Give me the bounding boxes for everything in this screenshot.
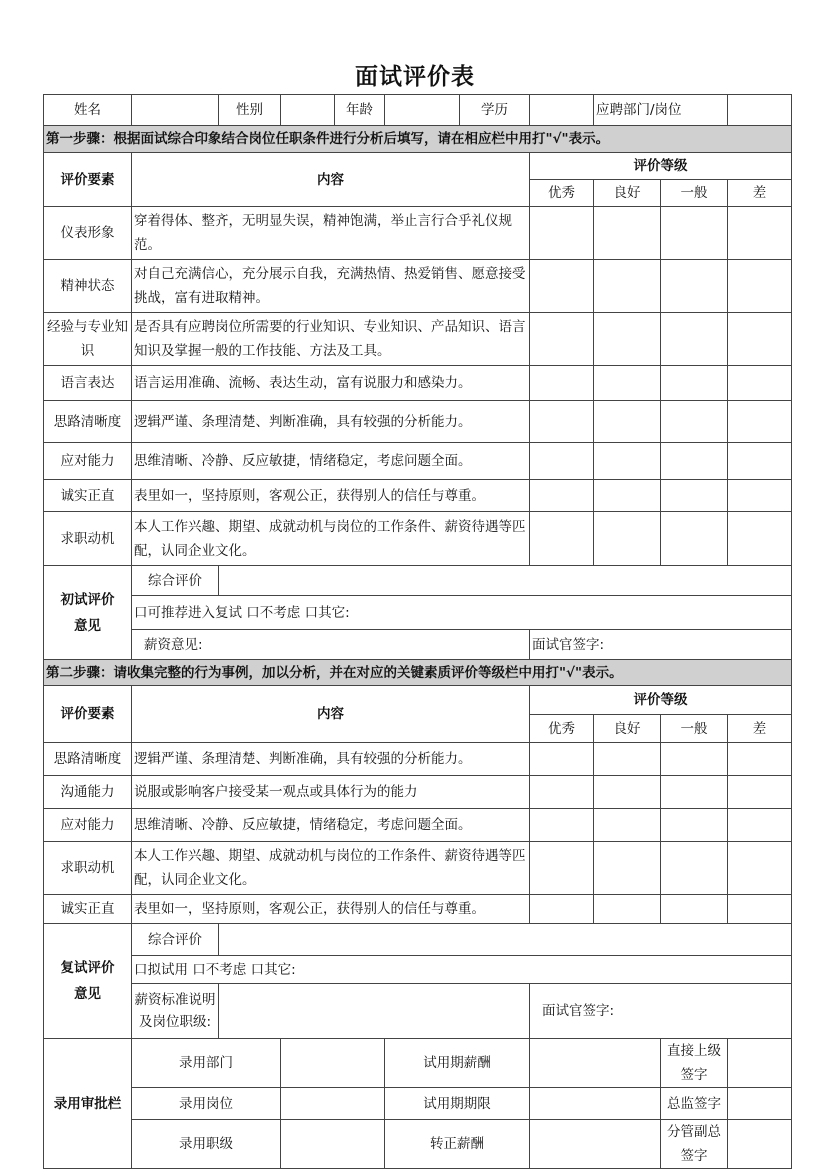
check-cell[interactable] [661, 207, 728, 260]
check-cell[interactable] [728, 366, 792, 401]
content-cell: 逻辑严谨、条理清楚、判断准确，具有较强的分析能力。 [132, 401, 530, 443]
check-cell[interactable] [530, 895, 594, 924]
content-cell: 说服或影响客户接受某一观点或具体行为的能力 [132, 776, 530, 809]
factor-cell: 思路清晰度 [44, 401, 132, 443]
check-cell[interactable] [728, 842, 792, 895]
check-cell[interactable] [530, 401, 594, 443]
content-cell: 语言运用准确、流畅、表达生动，富有说服力和感染力。 [132, 366, 530, 401]
approval-probation-term-label: 试用期期限 [385, 1088, 530, 1120]
check-cell[interactable] [530, 842, 594, 895]
approval-probation-term-field[interactable] [530, 1088, 661, 1120]
check-cell[interactable] [530, 743, 594, 776]
check-cell[interactable] [661, 480, 728, 512]
step1-factor-header: 评价要素 [44, 153, 132, 207]
factor-cell: 思路清晰度 [44, 743, 132, 776]
name-label: 姓名 [44, 95, 132, 126]
step1-content-header: 内容 [132, 153, 530, 207]
check-cell[interactable] [594, 776, 661, 809]
first-interview-opinion-label: 初试评价意见 [44, 566, 132, 660]
check-cell[interactable] [594, 401, 661, 443]
check-cell[interactable] [594, 842, 661, 895]
approval-probation-salary-label: 试用期薪酬 [385, 1039, 530, 1088]
check-cell[interactable] [530, 480, 594, 512]
grade-poor: 差 [728, 180, 792, 207]
overall-eval-field[interactable] [219, 924, 792, 956]
grade-average: 一般 [661, 180, 728, 207]
factor-cell: 沟通能力 [44, 776, 132, 809]
step1-grade-header: 评价等级 [530, 153, 792, 180]
check-cell[interactable] [728, 776, 792, 809]
check-cell[interactable] [594, 260, 661, 313]
approval-level-label: 录用职级 [132, 1120, 281, 1169]
education-field[interactable] [530, 95, 594, 126]
check-cell[interactable] [594, 443, 661, 480]
grade-poor: 差 [728, 715, 792, 743]
factor-cell: 仪表形象 [44, 207, 132, 260]
check-cell[interactable] [530, 207, 594, 260]
approval-position-field[interactable] [281, 1088, 385, 1120]
evaluation-form [43, 94, 792, 1169]
check-cell[interactable] [530, 512, 594, 566]
content-cell: 表里如一，坚持原则，客观公正，获得别人的信任与尊重。 [132, 895, 530, 924]
check-cell[interactable] [530, 776, 594, 809]
content-cell: 本人工作兴趣、期望、成就动机与岗位的工作条件、薪资待遇等匹配，认同企业文化。 [132, 842, 530, 895]
step2-content-header: 内容 [132, 686, 530, 743]
check-cell[interactable] [594, 313, 661, 366]
approval-level-field[interactable] [281, 1120, 385, 1169]
step2-grade-header: 评价等级 [530, 686, 792, 715]
check-cell[interactable] [728, 443, 792, 480]
approval-position-label: 录用岗位 [132, 1088, 281, 1120]
content-cell: 思维清晰、冷静、反应敏捷，情绪稳定，考虑问题全面。 [132, 809, 530, 842]
check-cell[interactable] [661, 512, 728, 566]
step1-banner: 第一步骤：根据面试综合印象结合岗位任职条件进行分析后填写，请在相应栏中用打"√"表示。 [44, 126, 792, 153]
grade-excellent: 优秀 [530, 180, 594, 207]
factor-cell: 应对能力 [44, 443, 132, 480]
check-cell[interactable] [661, 776, 728, 809]
factor-cell: 求职动机 [44, 842, 132, 895]
approval-probation-salary-field[interactable] [530, 1039, 661, 1088]
check-cell[interactable] [661, 743, 728, 776]
name-field[interactable] [132, 95, 219, 126]
dept-label: 应聘部门/岗位 [594, 95, 728, 126]
check-cell[interactable] [661, 443, 728, 480]
check-cell[interactable] [661, 842, 728, 895]
check-cell[interactable] [594, 480, 661, 512]
check-cell[interactable] [661, 260, 728, 313]
gender-field[interactable] [281, 95, 335, 126]
factor-cell: 应对能力 [44, 809, 132, 842]
salary-standard-label: 薪资标准说明及岗位职级: [132, 984, 219, 1039]
content-cell: 思维清晰、冷静、反应敏捷，情绪稳定，考虑问题全面。 [132, 443, 530, 480]
content-cell: 对自己充满信心，充分展示自我，充满热情、热爱销售、愿意接受挑战，富有进取精神。 [132, 260, 530, 313]
overall-eval-field[interactable] [219, 566, 792, 596]
check-cell[interactable] [661, 809, 728, 842]
page-title: 面试评价表 [355, 64, 475, 90]
approval-label: 录用审批栏 [44, 1039, 132, 1169]
check-cell[interactable] [530, 313, 594, 366]
dept-field[interactable] [728, 95, 792, 126]
interviewer-signature-label: 面试官签字: [530, 630, 792, 660]
check-cell[interactable] [661, 313, 728, 366]
content-cell: 穿着得体、整齐，无明显失误，精神饱满，举止言行合乎礼仪规范。 [132, 207, 530, 260]
approval-director-label: 总监签字 [661, 1088, 728, 1120]
check-cell[interactable] [661, 895, 728, 924]
salary-opinion-label: 薪资意见: [132, 630, 530, 660]
check-cell[interactable] [728, 809, 792, 842]
check-cell[interactable] [728, 207, 792, 260]
second-interview-options[interactable]: 口拟试用 口不考虑 口其它: [132, 956, 792, 984]
content-cell: 表里如一，坚持原则，客观公正，获得别人的信任与尊重。 [132, 480, 530, 512]
check-cell[interactable] [594, 207, 661, 260]
factor-cell: 求职动机 [44, 512, 132, 566]
factor-cell: 精神状态 [44, 260, 132, 313]
step2-banner: 第二步骤：请收集完整的行为事例，加以分析，并在对应的关键素质评价等级栏中用打"√"表示。 [44, 660, 792, 686]
factor-cell: 诚实正直 [44, 895, 132, 924]
approval-vp-label: 分管副总签字 [661, 1120, 728, 1169]
first-interview-options[interactable]: 口可推荐进入复试 口不考虑 口其它: [132, 596, 792, 630]
factor-cell: 经验与专业知识 [44, 313, 132, 366]
check-cell[interactable] [728, 512, 792, 566]
grade-excellent: 优秀 [530, 715, 594, 743]
factor-cell: 语言表达 [44, 366, 132, 401]
check-cell[interactable] [728, 743, 792, 776]
check-cell[interactable] [594, 366, 661, 401]
age-field[interactable] [385, 95, 460, 126]
check-cell[interactable] [530, 366, 594, 401]
approval-supervisor-label: 直接上级签字 [661, 1039, 728, 1088]
check-cell[interactable] [728, 895, 792, 924]
check-cell[interactable] [661, 366, 728, 401]
content-cell: 本人工作兴趣、期望、成就动机与岗位的工作条件、薪资待遇等匹配，认同企业文化。 [132, 512, 530, 566]
approval-regular-salary-label: 转正薪酬 [385, 1120, 530, 1169]
content-cell: 是否具有应聘岗位所需要的行业知识、专业知识、产品知识、语言知识及掌握一般的工作技能、方法及工具。 [132, 313, 530, 366]
age-label: 年龄 [335, 95, 385, 126]
grade-average: 一般 [661, 715, 728, 743]
check-cell[interactable] [530, 809, 594, 842]
check-cell[interactable] [530, 443, 594, 480]
education-label: 学历 [460, 95, 530, 126]
check-cell[interactable] [728, 401, 792, 443]
approval-dept-field[interactable] [281, 1039, 385, 1088]
check-cell[interactable] [594, 743, 661, 776]
check-cell[interactable] [594, 895, 661, 924]
check-cell[interactable] [728, 313, 792, 366]
approval-dept-label: 录用部门 [132, 1039, 281, 1088]
check-cell[interactable] [594, 809, 661, 842]
factor-cell: 诚实正直 [44, 480, 132, 512]
check-cell[interactable] [530, 260, 594, 313]
salary-standard-field[interactable] [219, 984, 530, 1039]
approval-vp-field[interactable] [728, 1120, 792, 1169]
check-cell[interactable] [594, 512, 661, 566]
content-cell: 逻辑严谨、条理清楚、判断准确，具有较强的分析能力。 [132, 743, 530, 776]
approval-director-field[interactable] [728, 1088, 792, 1120]
second-interview-opinion-label: 复试评价意见 [44, 924, 132, 1039]
grade-good: 良好 [594, 715, 661, 743]
interviewer-signature-label: 面试官签字: [530, 984, 792, 1039]
overall-eval-label: 综合评价 [132, 566, 219, 596]
gender-label: 性别 [219, 95, 281, 126]
approval-supervisor-field[interactable] [728, 1039, 792, 1088]
check-cell[interactable] [661, 401, 728, 443]
approval-regular-salary-field[interactable] [530, 1120, 661, 1169]
grade-good: 良好 [594, 180, 661, 207]
check-cell[interactable] [728, 260, 792, 313]
check-cell[interactable] [728, 480, 792, 512]
step2-factor-header: 评价要素 [44, 686, 132, 743]
overall-eval-label: 综合评价 [132, 924, 219, 956]
